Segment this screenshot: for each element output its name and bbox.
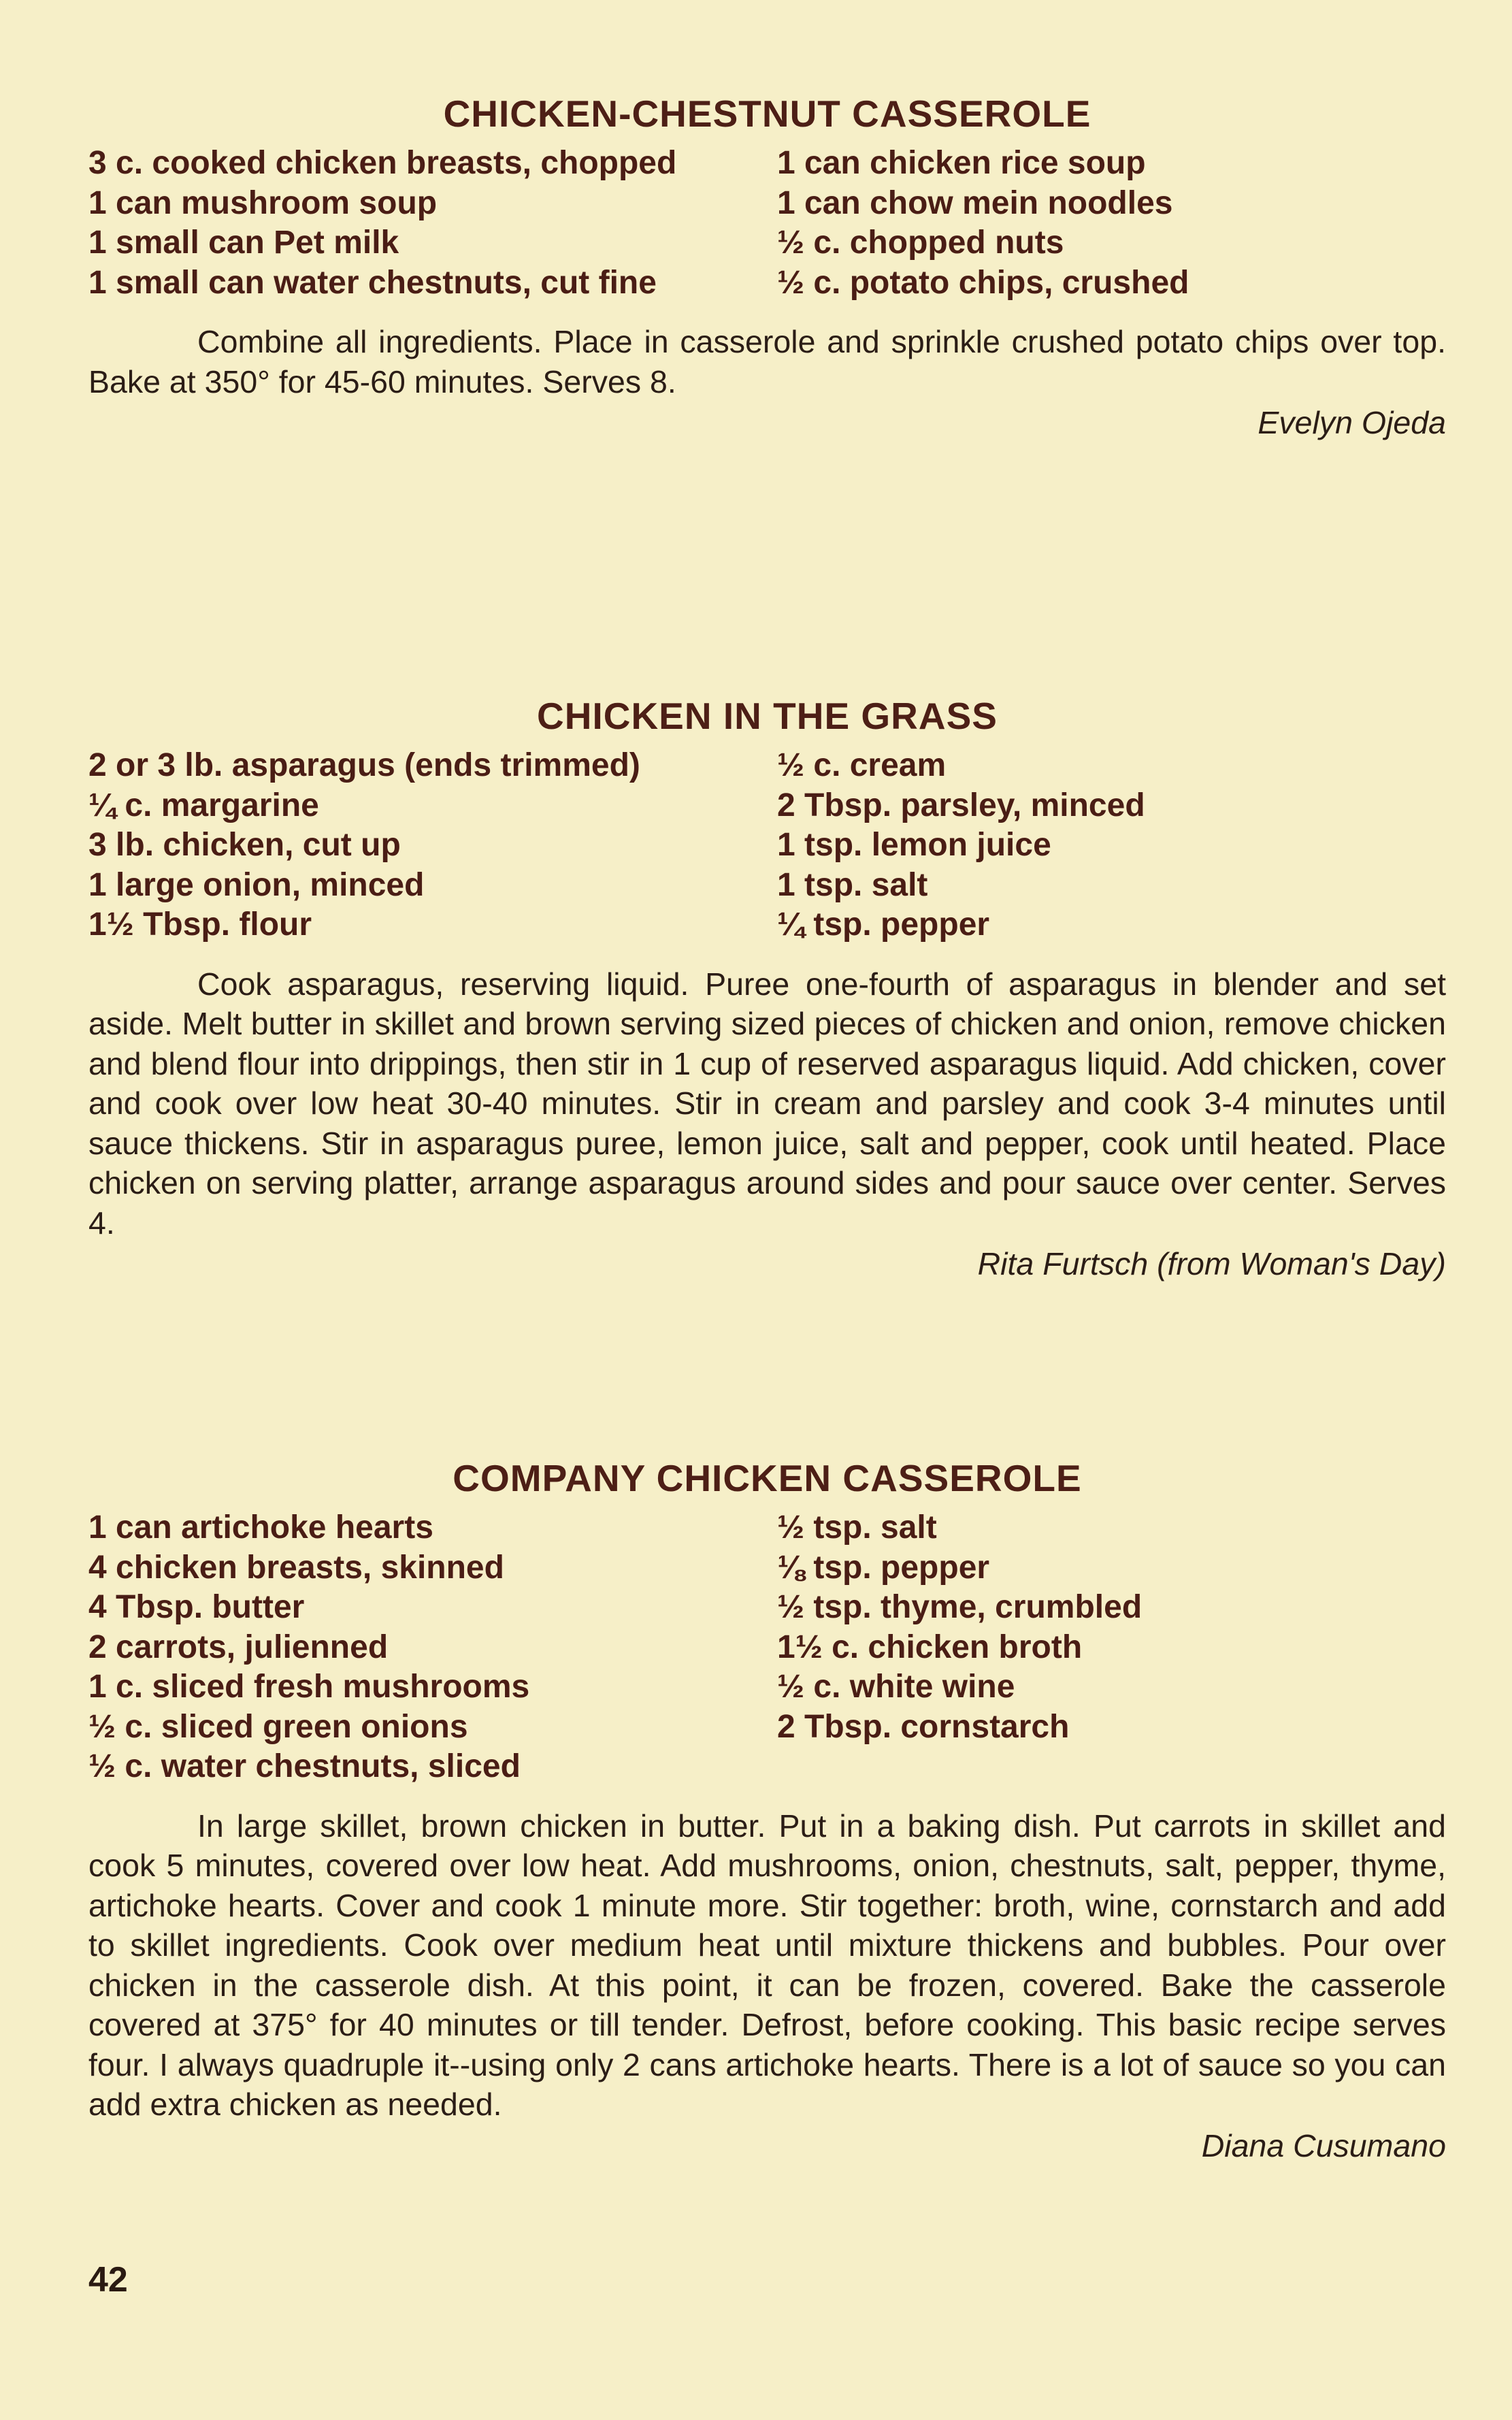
ingredient: 1 c. sliced fresh mushrooms [88, 1669, 530, 1705]
ingredient: ½ tsp. salt [777, 1509, 937, 1546]
ingredients-right [777, 746, 1444, 945]
ingredient: ⅛ tsp. pepper [777, 1549, 990, 1586]
ingredient: ¼ tsp. pepper [777, 906, 990, 943]
recipe-author: Rita Furtsch (from Woman's Day) [977, 1246, 1446, 1281]
recipe-title: CHICKEN-CHESTNUT CASSEROLE [443, 93, 1091, 135]
recipe-title: CHICKEN IN THE GRASS [537, 695, 998, 737]
ingredient: 1 large onion, minced [88, 866, 425, 903]
ingredient: ½ tsp. thyme, crumbled [777, 1589, 1143, 1625]
ingredient: 1 can chicken rice soup [777, 145, 1146, 181]
ingredient: ½ c. chopped nuts [777, 225, 1064, 261]
ingredient: 4 chicken breasts, skinned [88, 1549, 504, 1586]
recipe-method: Cook asparagus, reserving liquid. Puree one-fourth of asparagus in blender and set aside. Melt butter in skillet and brown serving sized pieces of chicken and onion, remove chicken and blend flour into drippings, then stir in 1 cup of reserved asparagus liquid. Add chicken, cover and cook over low heat 30-40 minutes. Stir in cream and parsley and cook 3-4 minutes until sauce thickens. Stir in asparagus puree, lemon juice, salt and pepper, cook until heated. Place chicken on serving platter, arrange asparagus around sides and pour sauce over center. Serves 4. [88, 966, 1446, 1241]
recipe-chicken-in-the-grass [88, 694, 1446, 1282]
ingredient: ¼ c. margarine [88, 787, 319, 823]
ingredient: 3 c. cooked chicken breasts, chopped [88, 145, 677, 181]
ingredient: 1 small can Pet milk [88, 225, 399, 261]
ingredient: ½ c. cream [777, 747, 947, 783]
ingredient: 2 Tbsp. cornstarch [777, 1708, 1070, 1745]
ingredients-right [777, 144, 1444, 303]
ingredient: 1 can chow mein noodles [777, 184, 1173, 221]
ingredient: ½ c. water chestnuts, sliced [88, 1748, 521, 1784]
ingredient: ½ c. potato chips, crushed [777, 264, 1189, 301]
recipe-company-chicken-casserole [88, 1456, 1446, 2164]
recipe-method: In large skillet, brown chicken in butter. Put in a baking dish. Put carrots in skillet and cook 5 minutes, covered over low heat. Add mushrooms, onion, chestnuts, salt, pepper, thyme, artichoke hearts. Cover and cook 1 minute more. Stir together: broth, wine, cornstarch and add to skillet ingredients. Cook over medium heat until mixture thickens and bubbles. Pour over chicken in the casserole dish. At this point, it can be frozen, covered. Bake the casserole covered at 375° for 40 minutes or till tender. Defrost, before cooking. This basic recipe serves four. I always quadruple it--using only 2 cans artichoke hearts. There is a lot of sauce so you can add extra chicken as needed. [88, 1808, 1446, 2122]
ingredients-right [777, 1508, 1444, 1787]
recipe-method: Combine all ingredients. Place in casserole and sprinkle crushed potato chips over top. Bake at 350° for 45-60 minutes. Serves 8. [88, 324, 1446, 399]
ingredient: ½ c. white wine [777, 1669, 1015, 1705]
ingredient: 2 Tbsp. parsley, minced [777, 787, 1145, 823]
ingredient-columns [88, 144, 1446, 303]
ingredients-left [88, 144, 777, 303]
ingredient: 1 tsp. lemon juice [777, 827, 1051, 863]
ingredient: 4 Tbsp. butter [88, 1589, 305, 1625]
ingredient: 1 can mushroom soup [88, 184, 438, 221]
page-number: 42 [88, 2260, 128, 2300]
ingredient: 1½ Tbsp. flour [88, 906, 312, 943]
ingredient: 1 small can water chestnuts, cut fine [88, 264, 657, 301]
ingredient: ½ c. sliced green onions [88, 1708, 468, 1745]
ingredient-columns [88, 746, 1446, 945]
ingredient-columns [88, 1508, 1446, 1787]
recipe-author: Evelyn Ojeda [1258, 405, 1446, 440]
ingredient: 3 lb. chicken, cut up [88, 827, 401, 863]
recipe-author: Diana Cusumano [1201, 2127, 1446, 2163]
recipe-chicken-chestnut-casserole [88, 92, 1446, 441]
ingredients-left [88, 746, 777, 945]
ingredient: 2 carrots, julienned [88, 1629, 389, 1665]
ingredient: 1½ c. chicken broth [777, 1629, 1083, 1665]
ingredient: 1 can artichoke hearts [88, 1509, 433, 1546]
ingredient: 1 tsp. salt [777, 866, 928, 903]
recipe-title: COMPANY CHICKEN CASSEROLE [453, 1457, 1082, 1499]
ingredients-left [88, 1508, 777, 1787]
ingredient: 2 or 3 lb. asparagus (ends trimmed) [88, 747, 640, 783]
